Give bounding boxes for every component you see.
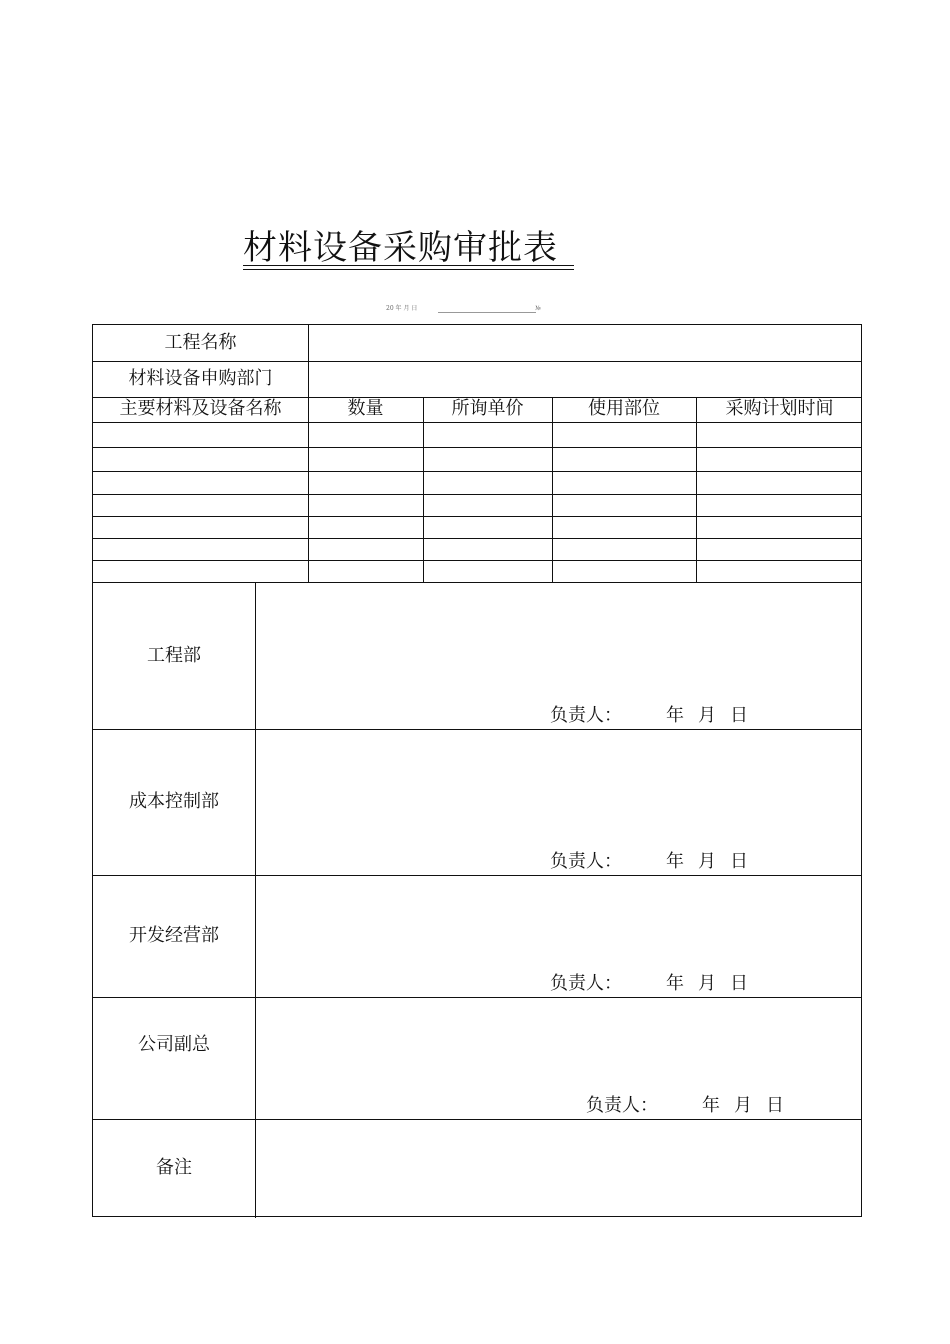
signature-line bbox=[550, 705, 748, 727]
date-line: 20 年 月 日 bbox=[386, 305, 418, 312]
purchase-time-cell[interactable] bbox=[697, 472, 860, 493]
date-rule bbox=[438, 312, 536, 313]
item-name-cell[interactable] bbox=[94, 561, 307, 581]
purchase-time-cell[interactable] bbox=[697, 495, 860, 515]
form-title: 材料设备采购审批表 bbox=[243, 228, 558, 268]
signer-label: 负责人： bbox=[550, 705, 622, 726]
usage-location-cell[interactable] bbox=[553, 539, 695, 559]
column-header-quantity: 数量 bbox=[347, 398, 384, 419]
remarks-field[interactable] bbox=[256, 1120, 861, 1216]
month-label: 月 bbox=[734, 1095, 752, 1116]
quantity-cell[interactable] bbox=[309, 495, 422, 515]
usage-location-cell[interactable] bbox=[553, 448, 695, 470]
approval-dept-vice-president: 公司副总 bbox=[138, 1034, 210, 1055]
unit-price-cell[interactable] bbox=[424, 561, 551, 581]
row-divider bbox=[93, 361, 861, 362]
quantity-cell[interactable] bbox=[309, 448, 422, 470]
usage-location-cell[interactable] bbox=[553, 495, 695, 515]
approval-dept-cost-control: 成本控制部 bbox=[129, 791, 219, 812]
month-label: 月 bbox=[698, 973, 716, 994]
signer-label: 负责人： bbox=[550, 851, 622, 872]
project-name-label: 工程名称 bbox=[164, 332, 237, 353]
item-name-cell[interactable] bbox=[94, 495, 307, 515]
signature-line bbox=[586, 1095, 784, 1117]
signature-line bbox=[550, 851, 748, 873]
row-divider bbox=[93, 997, 861, 998]
item-name-cell[interactable] bbox=[94, 472, 307, 493]
month-label: 月 bbox=[698, 851, 716, 872]
quantity-cell[interactable] bbox=[309, 539, 422, 559]
year-label: 年 bbox=[702, 1095, 720, 1116]
purchase-time-cell[interactable] bbox=[697, 561, 860, 581]
signature-line bbox=[550, 973, 748, 995]
signer-label: 负责人： bbox=[586, 1095, 658, 1116]
approval-dept-engineering: 工程部 bbox=[147, 645, 201, 666]
purchase-time-cell[interactable] bbox=[697, 448, 860, 470]
quantity-cell[interactable] bbox=[309, 517, 422, 537]
signer-label: 负责人： bbox=[550, 973, 622, 994]
year-label: 年 bbox=[666, 705, 684, 726]
quantity-cell[interactable] bbox=[309, 561, 422, 581]
column-header-item-name: 主要材料及设备名称 bbox=[119, 398, 282, 419]
column-header-usage-location: 使用部位 bbox=[588, 398, 660, 419]
day-label: 日 bbox=[730, 705, 748, 726]
title-underline-second bbox=[243, 269, 574, 270]
column-header-purchase-time: 采购计划时间 bbox=[725, 398, 834, 419]
unit-price-cell[interactable] bbox=[424, 448, 551, 470]
unit-price-cell[interactable] bbox=[424, 472, 551, 493]
unit-price-cell[interactable] bbox=[424, 517, 551, 537]
day-label: 日 bbox=[730, 851, 748, 872]
month-label: 月 bbox=[698, 705, 716, 726]
quantity-cell[interactable] bbox=[309, 423, 422, 446]
title-underline bbox=[243, 265, 574, 266]
year-label: 年 bbox=[666, 851, 684, 872]
item-name-cell[interactable] bbox=[94, 517, 307, 537]
purchase-time-cell[interactable] bbox=[697, 517, 860, 537]
unit-price-cell[interactable] bbox=[424, 423, 551, 446]
row-divider bbox=[93, 875, 861, 876]
approval-dept-development: 开发经营部 bbox=[129, 925, 219, 946]
purchase-time-cell[interactable] bbox=[697, 539, 860, 559]
day-label: 日 bbox=[730, 973, 748, 994]
usage-location-cell[interactable] bbox=[553, 517, 695, 537]
usage-location-cell[interactable] bbox=[553, 472, 695, 493]
number-label: № bbox=[535, 305, 541, 312]
year-label: 年 bbox=[666, 973, 684, 994]
purchase-time-cell[interactable] bbox=[697, 423, 860, 446]
quantity-cell[interactable] bbox=[309, 472, 422, 493]
approval-form-table bbox=[92, 324, 862, 1217]
day-label: 日 bbox=[766, 1095, 784, 1116]
usage-location-cell[interactable] bbox=[553, 561, 695, 581]
usage-location-cell[interactable] bbox=[553, 423, 695, 446]
item-name-cell[interactable] bbox=[94, 423, 307, 446]
remarks-label: 备注 bbox=[156, 1157, 192, 1178]
purchasing-dept-label: 材料设备申购部门 bbox=[128, 368, 273, 389]
unit-price-cell[interactable] bbox=[424, 539, 551, 559]
column-header-unit-price: 所询单价 bbox=[451, 398, 524, 419]
item-name-cell[interactable] bbox=[94, 448, 307, 470]
item-name-cell[interactable] bbox=[94, 539, 307, 559]
row-divider bbox=[93, 582, 861, 583]
row-divider bbox=[93, 729, 861, 730]
unit-price-cell[interactable] bbox=[424, 495, 551, 515]
